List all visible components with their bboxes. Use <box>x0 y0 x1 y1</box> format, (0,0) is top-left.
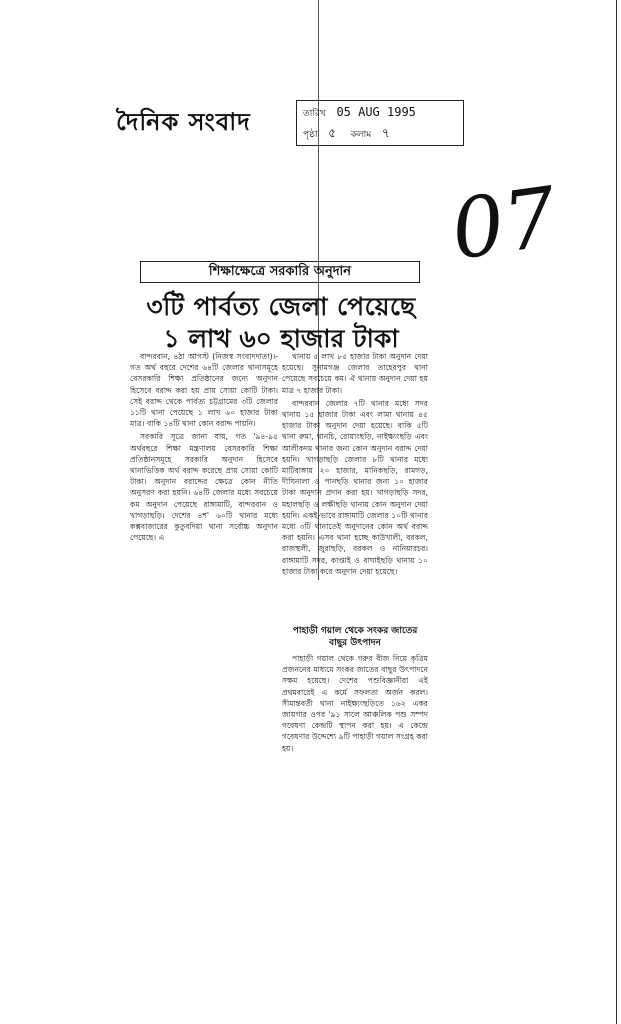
article-subsection-column <box>282 653 428 763</box>
stamp-column-value: ৭ <box>381 126 390 140</box>
article-left-column <box>130 351 278 611</box>
stamp-date-label: তারিখ <box>303 109 326 119</box>
newspaper-masthead: দৈনিক সংবাদ <box>116 108 251 136</box>
page-edge-line <box>616 0 617 1024</box>
article-paragraph: বান্দরবান, ৪ঠা আগস্ট (নিজস্ব সংবাদদাতা)।- গত অর্থ বছরে দেশের ৬৪টি জেলার থানাসমূহে বেসরকারি শিক্ষা প্রতিষ্ঠানের জন্যে অনুদান হিসেবে বরাদ্দ করা হয় প্রায় সোয়া কোটি টাকা। সেই বরাদ্দ থেকে পার্বত্য চট্টগ্রামের ৩টি জেলার ১১টি থানা পেয়েছে ১ লাখ ৬০ হাজার টাকা মাত্র। বাকি ১৪টি থানা কোন বরাদ্দ পায়নি। <box>130 352 278 429</box>
stamp-date-row <box>303 105 424 121</box>
stamp-page-value: ৫ <box>328 126 337 140</box>
date-stamp <box>296 100 464 146</box>
stamp-column-label: কলাম <box>350 130 372 140</box>
news-clipping <box>128 253 433 763</box>
stamp-page-row <box>303 125 398 145</box>
article-paragraph: সরকারি সূত্রে জানা যায়, গত '৯৪-৯৫ অর্থবছরে শিক্ষা মন্ত্রণালয় বেসরকারি শিক্ষা প্রতিষ্ঠানসমূহে সরকারি অনুদান হিসেবে থানাভিত্তিক অর্থ বরাদ্দ করেছে প্রায় সোয়া কোটি টাকা। অনুদান বরাদ্দের ক্ষেত্রে কোন নীতি অনুসরণ করা হয়নি। ৬৪টি জেলার মধ্যে সবচেয়ে কম অনুদান পেয়েছে রাঙ্গামাটি, বান্দরবান ও খাগড়াছড়ি। দেশের ৪শ' ৬০টি থানার মধ্যে কক্সবাজারের কুতুবদিয়া থানা সর্বোচ্চ অনুদান পেয়েছে। এ <box>130 432 278 543</box>
article-subhead: পাহাড়ী গয়াল থেকে সংকর জাতের বাছুর উৎপাদন <box>292 626 418 648</box>
article-headline-line-2: ১ লাখ ৬০ হাজার টাকা <box>163 324 399 353</box>
stamp-date-value: 05 AUG 1995 <box>336 105 416 119</box>
article-paragraph: বান্দরবান জেলার ৭টি থানার মধ্যে সদর থানায় ১৫ হাজার টাকা এবং লামা থানায় ৪৫ হাজার টাকা অনুদান দেয়া হয়েছে। বাকি ৫টি থানা রুমা, থানচি, রোয়াংছড়ি, নাইক্ষ্যংছড়ি এবং আলীকদম থানার জন্য কোন অনুদান বরাদ্দ দেয়া হয়নি। খাগড়াছড়ি জেলার ৮টি থানার মধ্যে মাটিরাঙ্গায় ২০ হাজার, মানিকছড়ি, রামগড়, দীঘিনালা ও পানছড়ি থানার জন্য ১০ হাজার টাকা অনুদান প্রদান করা হয়। খাগড়াছড়ি সদর, মহালছড়ি ও লক্ষীছড়ি থানায় কোন অনুদান দেয়া হয়নি। একই-ভাবে রাঙ্গামাটি জেলার ১০টি থানার মধ্যে ৩টি থানাতেই অনুদানের কোন অর্থ বরাদ্দ করা হয়নি। এসব থানা হচ্ছে কাউখালী, বরকল, রাজস্থলী, জুরাছড়ি, বরকল ও নানিয়ারচর। রাঙ্গামাটি সদর, কাপ্তাই ও বাঘাইছড়ি থানায় ১০ হাজার টাকা করে অনুদান দেয়া হয়েছে। <box>282 398 428 576</box>
article-right-column <box>282 351 428 619</box>
article-paragraph: পাহাড়ী গয়াল থেকে গরুর বীজ নিয়ে কৃত্রিম প্রজননের মাধ্যমে সংকর জাতের বাছুর উৎপাদনে সক্ষম হয়েছে। দেশের পশুবিজ্ঞানীরা এই প্রথমবারেই এ কর্মে সফলতা অর্জন করল। সীমান্তবর্তী থানা নাইক্ষ্যংছড়িতে ১৬২ একর জায়গার ওপর '৯১ সালে আঞ্চলিক পশু সম্পদ গবেষণা কেন্দ্রটি স্থাপন করা হয়। এ কেন্দ্রে গবেষণার উদ্দেশ্যে ৯টি পাহাড়ী গয়াল সংগ্রহ করা হয়। <box>282 654 428 753</box>
article-kicker: শিক্ষাক্ষেত্রে সরকারি অনুদান <box>140 261 420 283</box>
article-paragraph: থানায় ৫ লাখ ৮৫ হাজার টাকা অনুদান দেয়া হয়েছে। সুনামগঞ্জ জেলার তাহেরপুর থানা পেয়েছে সবচেয়ে কম। ঐ থানায় অনুদান দেয়া হয় মাত্র ৭ হাজার টাকা। <box>282 352 428 395</box>
article-headline-line-1: ৩টি পার্বত্য জেলা পেয়েছে <box>146 292 416 321</box>
stamp-page-label: পৃষ্ঠা <box>303 130 318 140</box>
handwritten-page-number: 07 <box>445 169 563 279</box>
